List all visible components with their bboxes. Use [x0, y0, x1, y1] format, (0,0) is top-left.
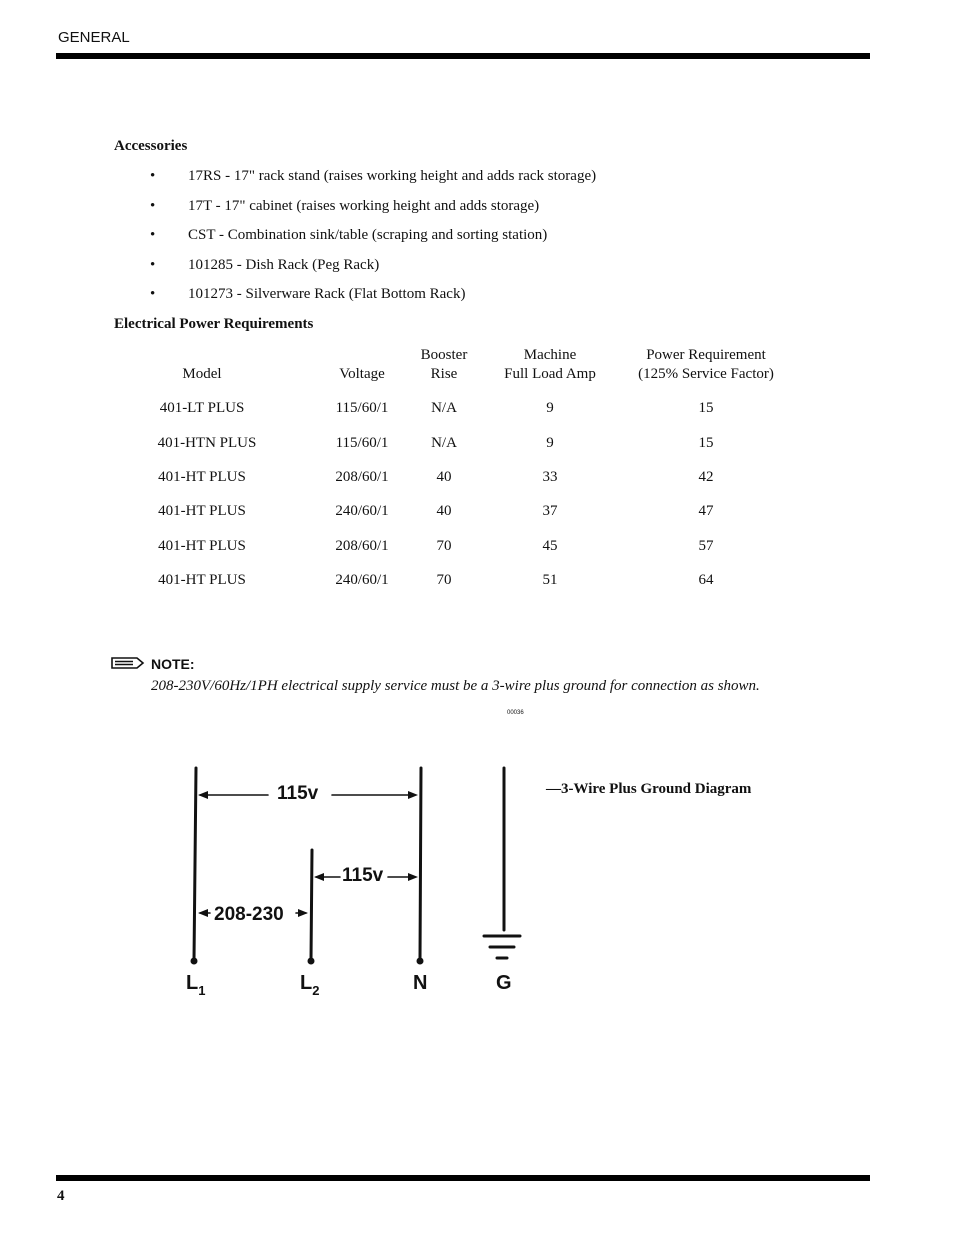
note-label: NOTE: — [151, 656, 195, 672]
bullet: • — [150, 256, 156, 273]
cell-power: 15 — [698, 400, 714, 416]
terminal-l1: $L_1$ — [186, 972, 206, 998]
label-span-low: 208-230 — [214, 904, 284, 925]
list-item — [150, 257, 596, 287]
header-rule — [56, 53, 870, 59]
cell-amp: 9 — [546, 400, 554, 416]
cell-booster: 70 — [436, 572, 452, 588]
cell-booster: 40 — [436, 469, 452, 485]
cell-power: 47 — [698, 503, 714, 519]
note-pencil-icon — [111, 656, 145, 670]
cell-voltage: 208/60/1 — [335, 469, 389, 485]
cell-power: 64 — [698, 572, 714, 588]
arrowhead — [408, 873, 418, 881]
column-header-voltage: Voltage — [339, 366, 385, 382]
list-item — [150, 198, 596, 228]
list-item — [150, 227, 596, 257]
footer-rule — [56, 1175, 870, 1181]
terminal-l2: $L_2$ — [300, 972, 320, 998]
bullet: • — [150, 168, 156, 184]
terminal-dot — [191, 958, 198, 965]
bullet: • — [150, 197, 156, 214]
cell-booster: 40 — [436, 503, 452, 519]
terminal-dot — [417, 958, 424, 965]
cell-booster: N/A — [431, 400, 457, 416]
column-header-power: Power Requirement — [646, 347, 766, 363]
arrowhead — [298, 909, 308, 917]
cell-amp: 51 — [542, 572, 558, 588]
cell-amp: 9 — [546, 435, 554, 451]
label-span-top: 115v — [277, 783, 319, 804]
label-span-mid: 115v — [342, 865, 384, 886]
cell-voltage: 240/60/1 — [335, 572, 389, 588]
arrowhead — [198, 909, 208, 917]
electrical-heading: Electrical Power Requirements — [114, 316, 314, 332]
list-item-text: CST - Combination sink/table (scraping and sorting station) — [188, 227, 548, 243]
column-header-full-load-amp: Full Load Amp — [504, 366, 596, 382]
wire-l1 — [194, 768, 196, 960]
wire-n — [420, 768, 421, 960]
list-item-text: 17RS - 17" rack stand (raises working height and adds rack storage) — [188, 168, 597, 184]
note-text: 208-230V/60Hz/1PH electrical supply service must be a 3-wire plus ground for connection as shown. — [151, 678, 760, 694]
cell-model: 401-HT PLUS — [158, 572, 246, 588]
cell-model: 401-HT PLUS — [158, 538, 246, 554]
cell-model: 401-HTN PLUS — [157, 435, 257, 451]
cell-amp: 33 — [542, 469, 558, 485]
cell-voltage: 208/60/1 — [335, 538, 389, 554]
cell-power: 15 — [698, 435, 714, 451]
accessories-list — [150, 168, 596, 316]
list-item — [150, 168, 596, 198]
cell-amp: 45 — [542, 538, 558, 554]
cell-voltage: 240/60/1 — [335, 503, 389, 519]
column-header-booster-rise: Rise — [430, 366, 458, 382]
bullet: • — [150, 227, 156, 243]
arrowhead — [314, 873, 324, 881]
column-header-service-factor: (125% Service Factor) — [638, 366, 774, 382]
arrowhead — [408, 791, 418, 799]
cell-model: 401-HT PLUS — [158, 469, 246, 485]
cell-model: 401-LT PLUS — [159, 400, 245, 416]
cell-power: 57 — [698, 538, 714, 554]
cell-amp: 37 — [542, 503, 558, 519]
column-header-machine: Machine — [523, 347, 577, 363]
terminal-n: N — [413, 972, 428, 994]
wire-l2 — [311, 850, 312, 960]
cell-voltage: 115/60/1 — [335, 435, 389, 451]
page-number: 4 — [57, 1188, 65, 1204]
cell-power: 42 — [698, 469, 714, 485]
list-item-text: 101285 - Dish Rack (Peg Rack) — [188, 256, 380, 273]
bullet: • — [150, 286, 156, 302]
column-header-booster: Booster — [420, 347, 468, 363]
column-header-model: Model — [182, 366, 222, 382]
diagram-caption: —3-Wire Plus Ground Diagram — [546, 781, 752, 797]
terminal-g: G — [496, 972, 512, 994]
cell-voltage: 115/60/1 — [335, 400, 389, 416]
cell-booster: N/A — [431, 435, 457, 451]
list-item — [150, 286, 596, 316]
cell-booster: 70 — [436, 538, 452, 554]
list-item-text: 17T - 17" cabinet (raises working height and adds storage) — [188, 197, 540, 214]
list-item-text: 101273 - Silverware Rack (Flat Bottom Rack) — [188, 286, 466, 302]
running-header: GENERAL — [58, 29, 130, 46]
figure-code: 00036 — [507, 710, 524, 716]
cell-model: 401-HT PLUS — [158, 503, 246, 519]
arrowhead — [198, 791, 208, 799]
terminal-dot — [308, 958, 315, 965]
accessories-heading: Accessories — [114, 138, 188, 154]
wiring-diagram — [170, 760, 540, 1010]
